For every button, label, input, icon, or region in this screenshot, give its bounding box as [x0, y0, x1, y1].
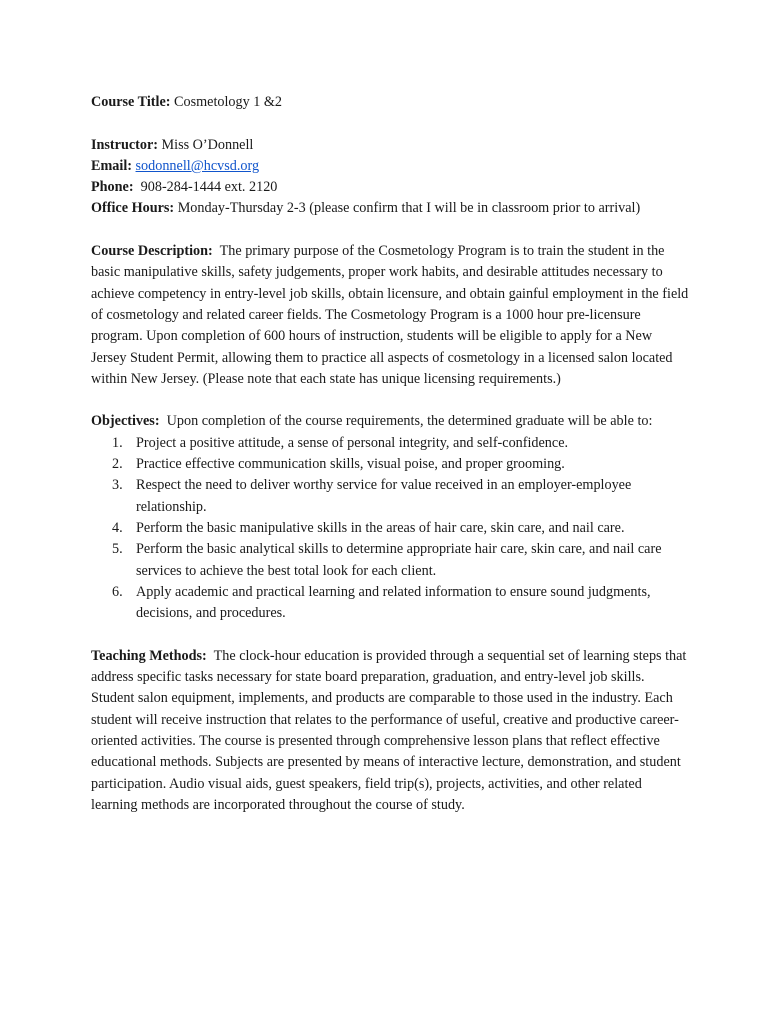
instructor-label: Instructor: [91, 136, 158, 153]
objective-item [91, 433, 691, 454]
phone-value: 908-284-1444 ext. 2120 [140, 179, 278, 196]
objective-text: Practice effective communication skills, visual poise, and proper grooming. [136, 456, 565, 473]
objective-item [91, 582, 691, 625]
objective-number: 4. [112, 519, 123, 536]
spacer [91, 113, 691, 134]
objectives-intro [91, 411, 691, 432]
instructor-value: Miss O’Donnell [161, 136, 254, 153]
spacer [91, 390, 691, 411]
course-description [91, 241, 691, 390]
objective-item [91, 539, 691, 582]
email-line [91, 156, 691, 177]
course-title-line [91, 92, 691, 113]
objective-text: Perform the basic analytical skills to determine appropriate hair care, skin care, and nail care services to achieve the best total look for each client. [136, 541, 662, 579]
objective-number: 6. [112, 583, 123, 600]
spacer [91, 624, 691, 645]
objectives-list [91, 433, 691, 625]
course-description-text: The primary purpose of the Cosmetology Program is to train the student in the basic manipulative skills, safety judgements, proper work habits, and desirable attitudes necessary to achieve competency in entry-level job skills, obtain licensure, and obtain gainful employment in the field of cosmetology and related career fields. The Cosmetology Program is a 1000 hour pre-licensure program. Upon completion of 600 hours of instruction, students will be eligible to apply for a New Jersey Student Permit, allowing them to practice all aspects of cosmetology in a licensed salon located within New Jersey. (Please note that each state has unique licensing requirements.) [91, 243, 689, 387]
objective-text: Respect the need to deliver worthy service for value received in an employer-employee relationship. [136, 477, 632, 515]
document-page [91, 92, 691, 816]
objective-number: 1. [112, 434, 123, 451]
email-link[interactable]: sodonnell@hcvsd.org [135, 157, 260, 174]
spacer [91, 220, 691, 241]
course-title-value: Cosmetology 1 &2 [174, 94, 283, 110]
objectives-label: Objectives: [91, 413, 160, 430]
objective-number: 5. [112, 541, 123, 558]
teaching-methods-text: The clock-hour education is provided through a sequential set of learning steps that address specific tasks necessary for state board preparation, graduation, and entry-level job skills. Student salon equipment, implements, and products are comparable to those used in the industry. Each student will receive instruction that relates to the performance of useful, creative and productive career-oriented activities. The course is presented through comprehensive lesson plans that reflect effective educational methods. Subjects are presented by means of interactive lecture, demonstration, and student participation. Audio visual aids, guest speakers, field trip(s), projects, activities, and other related learning methods are incorporated throughout the course of study. [91, 647, 687, 813]
course-description-label: Course Description: [91, 243, 213, 260]
objective-item [91, 475, 691, 518]
objective-item [91, 518, 691, 539]
phone-line [91, 177, 691, 198]
objective-item [91, 454, 691, 475]
office-hours-label: Office Hours: [91, 200, 175, 217]
instructor-line [91, 135, 691, 156]
objective-text: Perform the basic manipulative skills in the areas of hair care, skin care, and nail care. [136, 519, 625, 536]
objective-number: 3. [112, 477, 123, 494]
phone-label: Phone: [91, 179, 134, 196]
objective-text: Project a positive attitude, a sense of personal integrity, and self-confidence. [136, 434, 569, 451]
objective-number: 2. [112, 456, 123, 473]
objective-text: Apply academic and practical learning and related information to ensure sound judgments, decisions, and procedures. [136, 583, 651, 622]
course-title-label: Course Title: [91, 94, 171, 110]
teaching-methods-label: Teaching Methods: [91, 647, 207, 664]
objectives-intro-text: Upon completion of the course requirements, the determined graduate will be able to: [166, 413, 653, 430]
office-hours-value: Monday-Thursday 2-3 (please confirm that I will be in classroom prior to arrival) [177, 200, 641, 217]
office-hours-line [91, 198, 691, 219]
email-label: Email: [91, 157, 132, 174]
teaching-methods [91, 646, 691, 816]
